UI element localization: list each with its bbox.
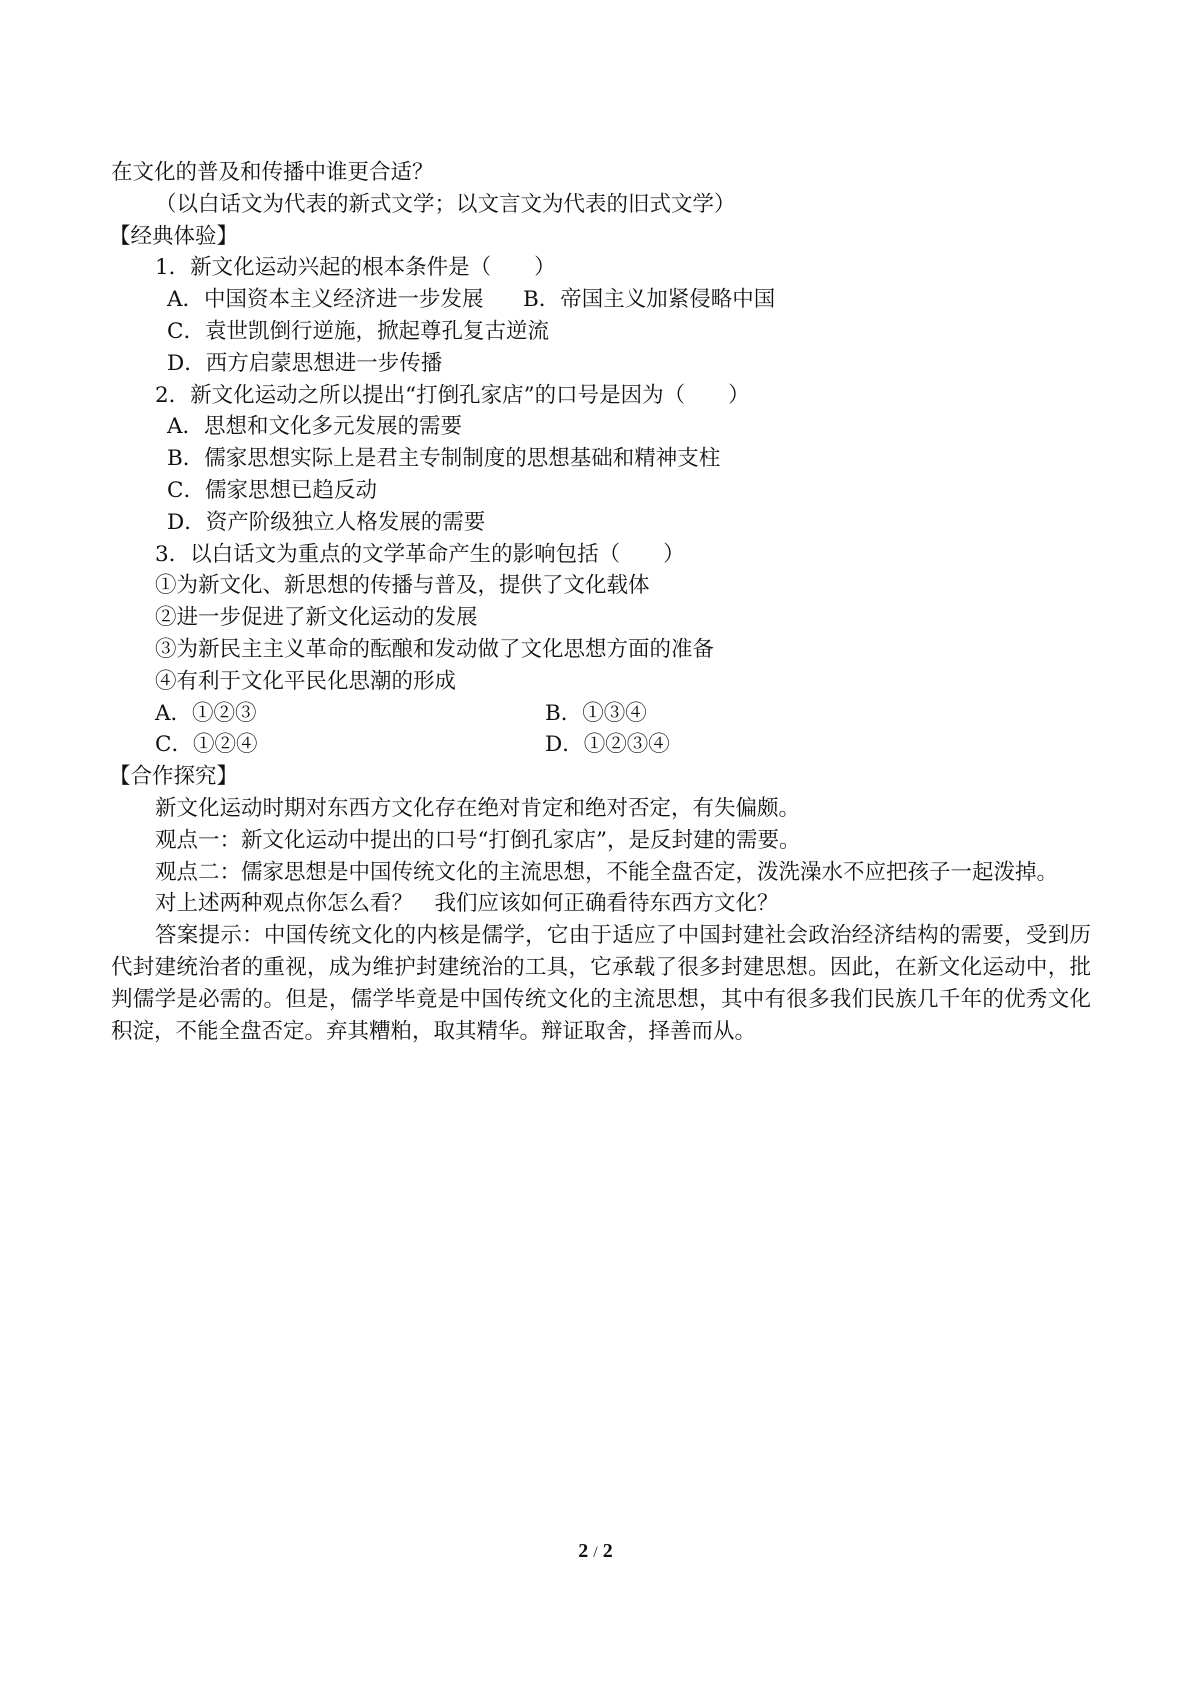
q1-option-c: C．袁世凯倒行逆施，掀起尊孔复古逆流	[167, 318, 549, 344]
page-separator: /	[593, 1544, 598, 1561]
intro-answer: （以白话文为代表的新式文学；以文言文为代表的旧式文学）	[155, 191, 736, 217]
explore-viewpoint-2: 观点二：儒家思想是中国传统文化的主流思想，不能全盘否定，泼洗澡水不应把孩子一起泼掉。	[155, 859, 1059, 885]
q1-option-a: A．中国资本主义经济进一步发展	[167, 287, 484, 313]
q3-statement-3: ③为新民主主义革命的酝酿和发动做了文化思想方面的准备	[155, 636, 715, 662]
page-total: 2	[602, 1540, 613, 1562]
q3-option-a: A．①②③	[155, 700, 257, 726]
q3-statement-1: ①为新文化、新思想的传播与普及，提供了文化载体	[155, 573, 650, 599]
q1-options-row-1	[111, 284, 1091, 316]
q1-stem: 1．新文化运动兴起的根本条件是（ ）	[155, 255, 556, 281]
q2-option-d: D．资产阶级独立人格发展的需要	[167, 509, 486, 535]
q1-option-b: B．帝国主义加紧侵略中国	[523, 287, 776, 313]
page-current: 2	[578, 1540, 589, 1562]
q2-option-b: B．儒家思想实际上是君主专制制度的思想基础和精神支柱	[167, 446, 721, 472]
intro-question: 在文化的普及和传播中谁更合适？	[111, 160, 434, 185]
q3-options-row-1	[111, 698, 1091, 730]
q3-statement-4: ④有利于文化平民化思潮的形成	[155, 668, 457, 694]
page-number	[0, 1540, 1191, 1563]
q3-option-b: B．①③④	[545, 700, 647, 726]
q3-statement-2: ②进一步促进了新文化运动的发展	[155, 605, 478, 631]
section-heading-explore: 【合作探究】	[109, 764, 239, 790]
q3-option-c: C．①②④	[155, 732, 258, 758]
q3-option-d: D．①②③④	[545, 732, 670, 758]
explore-question: 对上述两种观点你怎么看？ 我们应该如何正确看待东西方文化？	[155, 891, 779, 917]
explore-paragraph-1: 新文化运动时期对东西方文化存在绝对肯定和绝对否定，有失偏颇。	[155, 795, 801, 821]
q2-stem: 2．新文化运动之所以提出“打倒孔家店”的口号是因为（ ）	[155, 382, 750, 408]
section-heading-classic: 【经典体验】	[109, 223, 239, 249]
q2-option-c: C．儒家思想已趋反动	[167, 477, 377, 503]
explore-viewpoint-1: 观点一：新文化运动中提出的口号“打倒孔家店”，是反封建的需要。	[155, 827, 801, 853]
q3-stem: 3．以白话文为重点的文学革命产生的影响包括（ ）	[155, 541, 685, 567]
q2-option-a: A．思想和文化多元发展的需要	[167, 414, 463, 440]
document-body	[111, 157, 1091, 1047]
q3-options-row-2	[111, 729, 1091, 761]
q1-option-d: D．西方启蒙思想进一步传播	[167, 350, 443, 376]
explore-answer-hint: 答案提示：中国传统文化的内核是儒学，它由于适应了中国封建社会政治经济结构的需要，受到历代封建统治者的重视，成为维护封建统治的工具，它承载了很多封建思想。因此，在新文化运动中，批判儒学是必需的。但是，儒学毕竟是中国传统文化的主流思想，其中有很多我们民族几千年的优秀文化积淀，不能全盘否定。弃其糟粕，取其精华。辩证取舍，择善而从。	[111, 923, 1091, 1044]
